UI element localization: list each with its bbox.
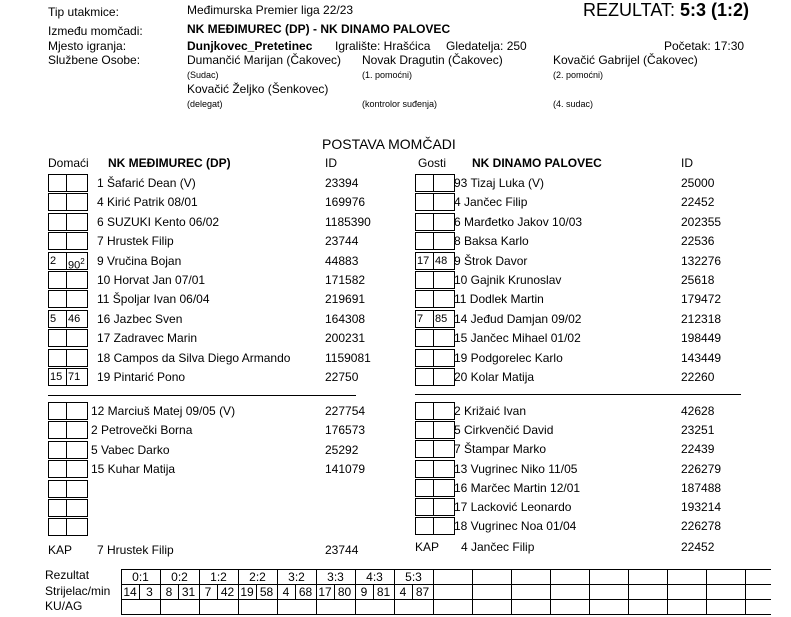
goals-grid-vline [667,569,668,614]
player-name: 9 Vručina Bojan [97,253,182,268]
sub-minute-box [433,498,455,516]
player-id: 193214 [681,500,722,514]
goal-score: 4:3 [366,570,383,584]
player-name: 93 Tizaj Luka (V) [454,176,545,190]
sub-order-box [48,271,67,289]
player-name: 19 Podgorelec Karlo [454,350,563,365]
player-name: 14 Jeđud Damjan 09/02 [454,311,582,326]
goals-label-kuag: KU/AG [45,599,83,613]
player-name: 1 Šafarić Dean (V) [97,176,196,190]
sub-minute-box [66,193,88,211]
sub-order-box: 17 [415,252,434,270]
goal-score: 3:3 [327,570,344,584]
player-id: 219691 [325,292,366,307]
goal-scorer-number: 4 [282,585,290,599]
player-name: 19 Pintarić Pono [97,370,186,384]
goal-minute: 81 [376,585,391,599]
sub-minute-box [433,193,455,211]
sub-minute-box [433,440,455,458]
player-id: 23744 [325,234,359,249]
result-label [583,0,749,21]
home-id-header: ID [325,156,337,170]
izmedu-label: Između momčadi: [48,24,143,38]
player-id: 25292 [325,442,359,457]
player-name: 6 SUZUKI Kento 06/02 [97,214,220,229]
sub-order-box [48,402,67,420]
home-captain-id: 23744 [325,543,359,557]
sub-order-box [415,402,434,420]
sub-minute-box [433,479,455,497]
player-id: 22452 [681,195,715,210]
goal-score: 5:3 [405,570,422,584]
player-id: 226279 [681,461,722,476]
player-id: 176573 [325,423,366,438]
sub-minute-box [433,271,455,289]
player-id: 22260 [681,370,715,384]
player-name: 10 Horvat Jan 07/01 [97,273,206,287]
tip-value: Međimurska Premier liga 22/23 [187,3,354,17]
sub-minute-box: $90^2$ [66,252,88,270]
sub-minute-box [66,349,88,367]
goal-score: 0:2 [171,570,188,584]
away-id-header: ID [681,156,693,170]
sub-minute-box [66,329,88,347]
player-name: 11 Dodlek Martin [454,292,544,307]
sub-order-box [415,440,434,458]
delegate-role: (delegat) [187,99,223,109]
player-id: 1185390 [325,214,371,229]
goal-minute: 87 [415,585,430,599]
goal-scorer-number: 9 [360,585,368,599]
tip-label: Tip utakmice: [48,5,119,19]
sub-minute-box [66,232,88,250]
sub-order-box [415,271,434,289]
assistant1-name: Novak Dragutin (Čakovec) [362,53,503,67]
player-name: 5 Cirkvenčić David [454,423,554,438]
player-id: 202355 [681,214,722,229]
player-name: 15 Kuhar Matija [91,462,176,477]
goal-scorer-number: 7 [204,585,212,599]
sub-minute-box [433,213,455,231]
sub-order-box [415,479,434,497]
sub-order-box [48,232,67,250]
sub-minute-box: 85 [433,310,455,328]
player-name: 5 Vabec Darko [91,442,170,457]
goal-minute: 42 [220,585,235,599]
match-teams: NK MEĐIMUREC (DP) - NK DINAMO PALOVEC [187,22,451,36]
goal-scorer-number: 17 [318,585,332,599]
player-name: 15 Jančec Mihael 01/02 [454,331,581,346]
goal-minute: 68 [298,585,313,599]
home-divider [48,395,356,396]
goal-minute: 31 [181,585,196,599]
fourth-official-role: (4. sudac) [553,99,594,109]
player-id: 143449 [681,350,722,365]
sub-order-box [48,441,67,459]
player-id: 23394 [325,176,359,190]
player-id: 212318 [681,311,722,326]
player-id: 25000 [681,176,715,190]
referee-name: Dumančić Marijan (Čakovec) [187,53,342,67]
goals-grid-vline [745,569,746,614]
player-name: 10 Gajnik Krunoslav [454,273,562,287]
sub-minute-box [433,421,455,439]
sub-order-box: 7 [415,310,434,328]
referee-role: (Sudac) [187,70,219,80]
away-captain-player: 4 Jančec Filip [461,540,535,554]
goal-minute: 58 [259,585,274,599]
sub-minute-box [66,174,88,192]
player-id: 22536 [681,234,715,249]
home-side-label: Domaći [48,156,89,170]
sub-minute-box [66,518,88,536]
home-captain-player: 7 Hrustek Filip [97,543,174,557]
sub-order-box [48,421,67,439]
goals-grid-vline [550,569,551,614]
player-name: 4 Kirić Patrik 08/01 [97,195,198,210]
sub-order-box: 2 [48,252,67,270]
goal-score: 2:2 [249,570,266,584]
player-name: 13 Vugrinec Niko 11/05 [454,461,578,476]
player-name: 7 Štampar Marko [454,442,547,457]
player-id: 187488 [681,480,722,495]
assistant2-role: (2. pomoćni) [553,70,604,80]
player-id: 179472 [681,292,722,307]
goals-grid-vline [628,569,629,614]
sub-minute-box [433,368,455,386]
sub-minute-box [66,213,88,231]
sub-order-box [415,290,434,308]
pitch: Igralište: Hrašćica [335,39,431,53]
player-id: 23251 [681,423,715,438]
goal-scorer-number: 4 [399,585,407,599]
player-id: 141079 [325,462,366,477]
player-id: 227754 [325,404,366,418]
goal-score: 3:2 [288,570,305,584]
officials-label: Službene Osobe: [48,53,141,67]
supervisor-role: (kontrolor suđenja) [362,99,438,109]
away-team-name: NK DINAMO PALOVEC [472,156,602,170]
player-name: 4 Jančec Filip [454,195,528,210]
sub-minute-box [66,290,88,308]
goals-grid-vline [511,569,512,614]
player-name: 12 Marciuš Matej 09/05 (V) [91,404,236,418]
player-id: 25618 [681,273,715,287]
sub-minute-box [433,174,455,192]
player-id: 132276 [681,253,722,268]
sub-order-box [415,421,434,439]
sub-order-box [415,232,434,250]
goal-scorer-number: 8 [165,585,173,599]
delegate-name: Kovačić Željko (Šenkovec) [187,82,329,96]
sub-minute-box [433,349,455,367]
player-id: 42628 [681,404,715,418]
player-id: 171582 [325,273,366,287]
sub-order-box [48,518,67,536]
player-name: 20 Kolar Matija [454,370,535,384]
sub-order-box [48,329,67,347]
goals-grid-hline [121,614,771,615]
player-name: 7 Hrustek Filip [97,234,174,249]
goal-score: 0:1 [132,570,149,584]
goals-label-result: Rezultat [45,568,90,582]
player-id: 169976 [325,195,366,210]
player-id: 22750 [325,370,359,384]
player-name: 17 Zadravec Marin [97,331,198,346]
assistant2-name: Kovačić Gabrijel (Čakovec) [553,53,698,67]
goal-scorer-number: 14 [123,585,137,599]
sub-minute-box [433,460,455,478]
sub-minute-box [66,271,88,289]
away-captain-label: KAP [415,540,440,554]
goal-score: 1:2 [210,570,227,584]
sub-minute-box [66,499,88,517]
sub-order-box [415,174,434,192]
goals-grid-vline [472,569,473,614]
player-id: 226278 [681,519,722,534]
player-name: 8 Baksa Karlo [454,234,529,249]
sub-order-box [48,480,67,498]
sub-minute-box: 46 [66,310,88,328]
sub-order-box [48,349,67,367]
goals-grid-vline [589,569,590,614]
player-id: 164308 [325,311,366,326]
sub-minute-box [433,517,455,535]
goals-grid-hline [121,599,771,600]
player-name: 18 Vugrinec Noa 01/04 [454,519,577,534]
sub-order-box [48,213,67,231]
result-value: 5:3 (1:2) [680,0,750,20]
player-id: 22439 [681,442,715,457]
player-name: 11 Špoljar Ivan 06/04 [97,292,210,307]
away-divider [415,394,741,395]
sub-order-box [48,460,67,478]
home-captain-label: KAP [48,543,73,557]
sub-order-box [48,193,67,211]
sub-order-box [48,499,67,517]
sub-order-box: 5 [48,310,67,328]
goals-grid-vline [706,569,707,614]
sub-minute-box: 48 [433,252,455,270]
sub-order-box [415,349,434,367]
sub-minute-box [433,402,455,420]
player-name: 2 Križaić Ivan [454,404,527,418]
sub-order-box [415,213,434,231]
home-team-name: NK MEĐIMUREC (DP) [108,156,231,170]
sub-minute-box [66,480,88,498]
sub-minute-box [433,329,455,347]
sub-minute-box [66,441,88,459]
away-captain-id: 22452 [681,540,715,554]
sub-minute-box [433,232,455,250]
sub-minute-box: 71 [66,368,88,386]
venue: Dunjkovec_Pretetinec [187,39,313,53]
player-id: 44883 [325,253,359,268]
assistant1-role: (1. pomoćni) [362,70,413,80]
player-name: 2 Petrovečki Borna [91,423,193,438]
sub-order-box [415,517,434,535]
sub-minute-box [66,460,88,478]
sub-order-box: 15 [48,368,67,386]
result-label-text: REZULTAT: [583,0,676,20]
sub-minute-box [66,421,88,439]
sub-order-box [415,193,434,211]
kickoff-time: Početak: 17:30 [664,39,745,53]
player-id: 198449 [681,331,722,346]
sub-minute-box [433,290,455,308]
player-id: 200231 [325,331,366,346]
spectators: Gledatelja: 250 [446,39,527,53]
player-id: 1159081 [325,350,371,365]
sub-minute-box [66,402,88,420]
sub-order-box [415,498,434,516]
player-name: 17 Lacković Leonardo [454,500,572,514]
away-side-label: Gosti [418,156,447,170]
goals-grid-vline [433,569,434,614]
player-name: 16 Marčec Martin 12/01 [454,480,581,495]
sub-order-box [415,329,434,347]
sub-order-box [48,290,67,308]
player-name: 6 Marđetko Jakov 10/03 [454,214,583,229]
sub-order-box [415,368,434,386]
goals-label-scorer: Strijelac/min [45,584,111,598]
player-name: 18 Campos da Silva Diego Armando [97,350,291,365]
sub-order-box [48,174,67,192]
lineup-title: POSTAVA MOMČADI [322,136,456,152]
goal-minute: 3 [146,585,153,599]
player-name: 16 Jazbec Sven [97,311,183,326]
mjesto-label: Mjesto igranja: [48,39,127,53]
goal-minute: 80 [337,585,352,599]
goal-scorer-number: 19 [240,585,254,599]
player-name: 9 Štrok Davor [454,253,528,268]
sub-order-box [415,460,434,478]
